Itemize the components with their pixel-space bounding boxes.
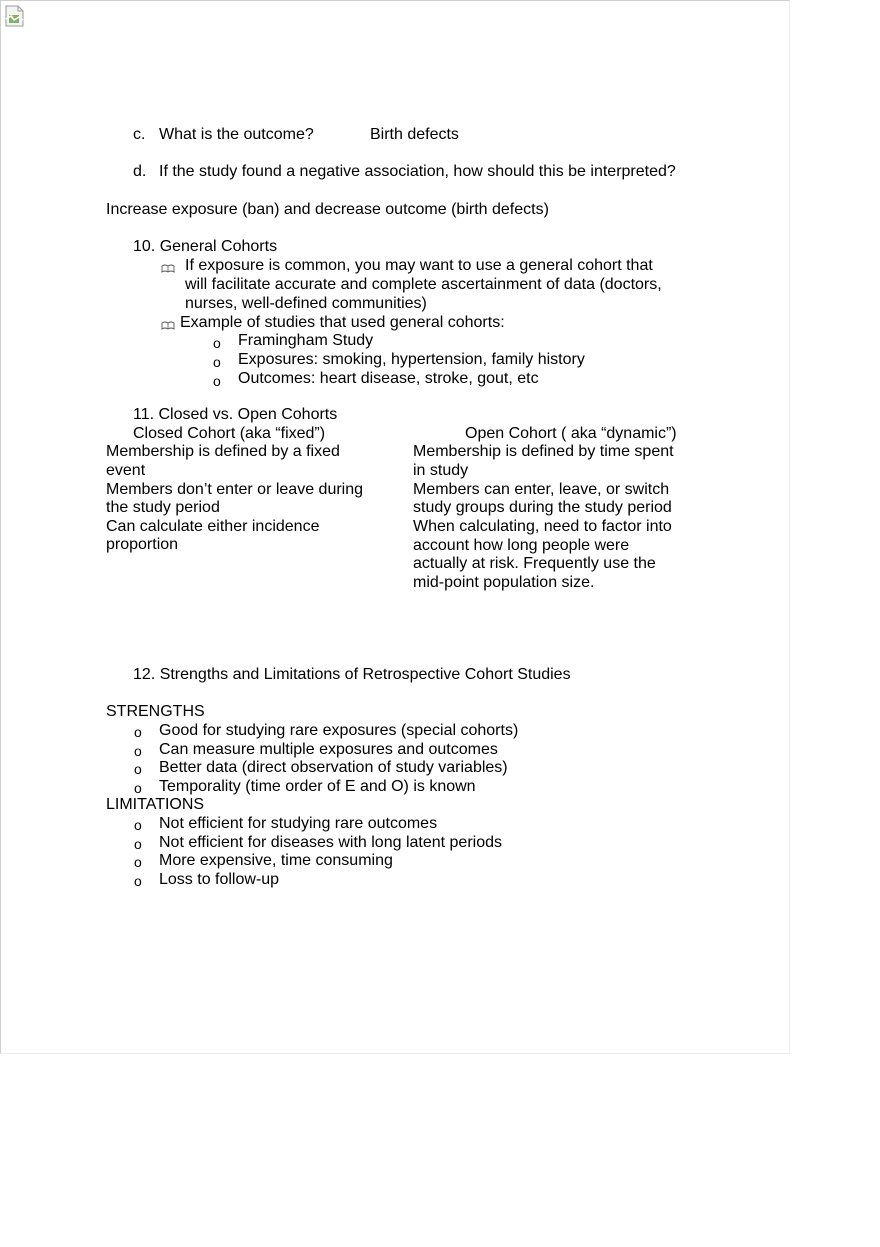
strength-item: Temporality (time order of E and O) is known: [159, 778, 476, 795]
list-marker: o: [134, 780, 142, 796]
list-marker: o: [134, 761, 142, 777]
limitation-item: Loss to follow-up: [159, 871, 280, 888]
item-c-label: c.: [133, 126, 146, 143]
book-bullet-icon: [161, 264, 175, 273]
limitation-item: Not efficient for studying rare outcomes: [159, 815, 438, 832]
item-d-answer: Increase exposure (ban) and decrease outcome (birth defects): [106, 201, 549, 218]
general-cohorts-heading: 10. General Cohorts: [133, 238, 278, 255]
limitations-label: LIMITATIONS: [106, 796, 205, 813]
closed-cohort-line: proportion: [106, 536, 179, 553]
strength-item: Can measure multiple exposures and outcomes: [159, 741, 498, 758]
open-cohort-line: mid-point population size.: [413, 574, 595, 591]
item-c-answer: Birth defects: [370, 126, 459, 143]
item-c-question: What is the outcome?: [159, 126, 314, 143]
limitation-item: More expensive, time consuming: [159, 852, 393, 869]
open-cohort-title: Open Cohort ( aka “dynamic”): [465, 425, 677, 442]
closed-cohort-line: the study period: [106, 499, 220, 516]
strengths-limitations-heading: 12. Strengths and Limitations of Retrospective Cohort Studies: [133, 666, 571, 683]
open-cohort-line: Membership is defined by time spent: [413, 443, 674, 460]
closed-cohort-line: Members don’t enter or leave during: [106, 481, 364, 498]
general-cohorts-bullet1-line2: will facilitate accurate and complete ascertainment of data (doctors,: [185, 276, 662, 293]
open-cohort-line: actually at risk. Frequently use the: [413, 555, 656, 572]
strengths-label: STRENGTHS: [106, 703, 205, 720]
closed-open-heading: 11. Closed vs. Open Cohorts: [133, 406, 338, 423]
closed-cohort-line: Can calculate either incidence: [106, 518, 320, 535]
open-cohort-line: When calculating, need to factor into: [413, 518, 672, 535]
item-d-label: d.: [133, 163, 147, 180]
list-marker: o: [134, 724, 142, 740]
list-marker: o: [134, 817, 142, 833]
list-marker: o: [134, 836, 142, 852]
open-cohort-line: account how long people were: [413, 537, 630, 554]
closed-cohort-line: event: [106, 462, 146, 479]
book-bullet-icon: [161, 321, 175, 330]
strength-item: Better data (direct observation of study variables): [159, 759, 508, 776]
broken-image-icon: [5, 5, 25, 27]
open-cohort-line: in study: [413, 462, 469, 479]
list-marker: o: [213, 354, 221, 370]
general-cohorts-bullet1-line3: nurses, well-defined communities): [185, 295, 427, 312]
general-cohorts-sub-item: Outcomes: heart disease, stroke, gout, etc: [238, 370, 539, 387]
list-marker: o: [134, 854, 142, 870]
general-cohorts-bullet1-line1: If exposure is common, you may want to use a general cohort that: [185, 257, 653, 274]
list-marker: o: [213, 373, 221, 389]
closed-cohort-title: Closed Cohort (aka “fixed”): [133, 425, 326, 442]
list-marker: o: [134, 873, 142, 889]
strength-item: Good for studying rare exposures (special cohorts): [159, 722, 519, 739]
list-marker: o: [213, 335, 221, 351]
open-cohort-line: study groups during the study period: [413, 499, 672, 516]
general-cohorts-bullet2: Example of studies that used general cohorts:: [180, 314, 505, 331]
general-cohorts-sub-item: Exposures: smoking, hypertension, family history: [238, 351, 585, 368]
list-marker: o: [134, 743, 142, 759]
general-cohorts-sub-item: Framingham Study: [238, 332, 374, 349]
closed-cohort-line: Membership is defined by a fixed: [106, 443, 340, 460]
item-d-question: If the study found a negative association, how should this be interpreted?: [159, 163, 676, 180]
open-cohort-line: Members can enter, leave, or switch: [413, 481, 670, 498]
limitation-item: Not efficient for diseases with long latent periods: [159, 834, 503, 851]
